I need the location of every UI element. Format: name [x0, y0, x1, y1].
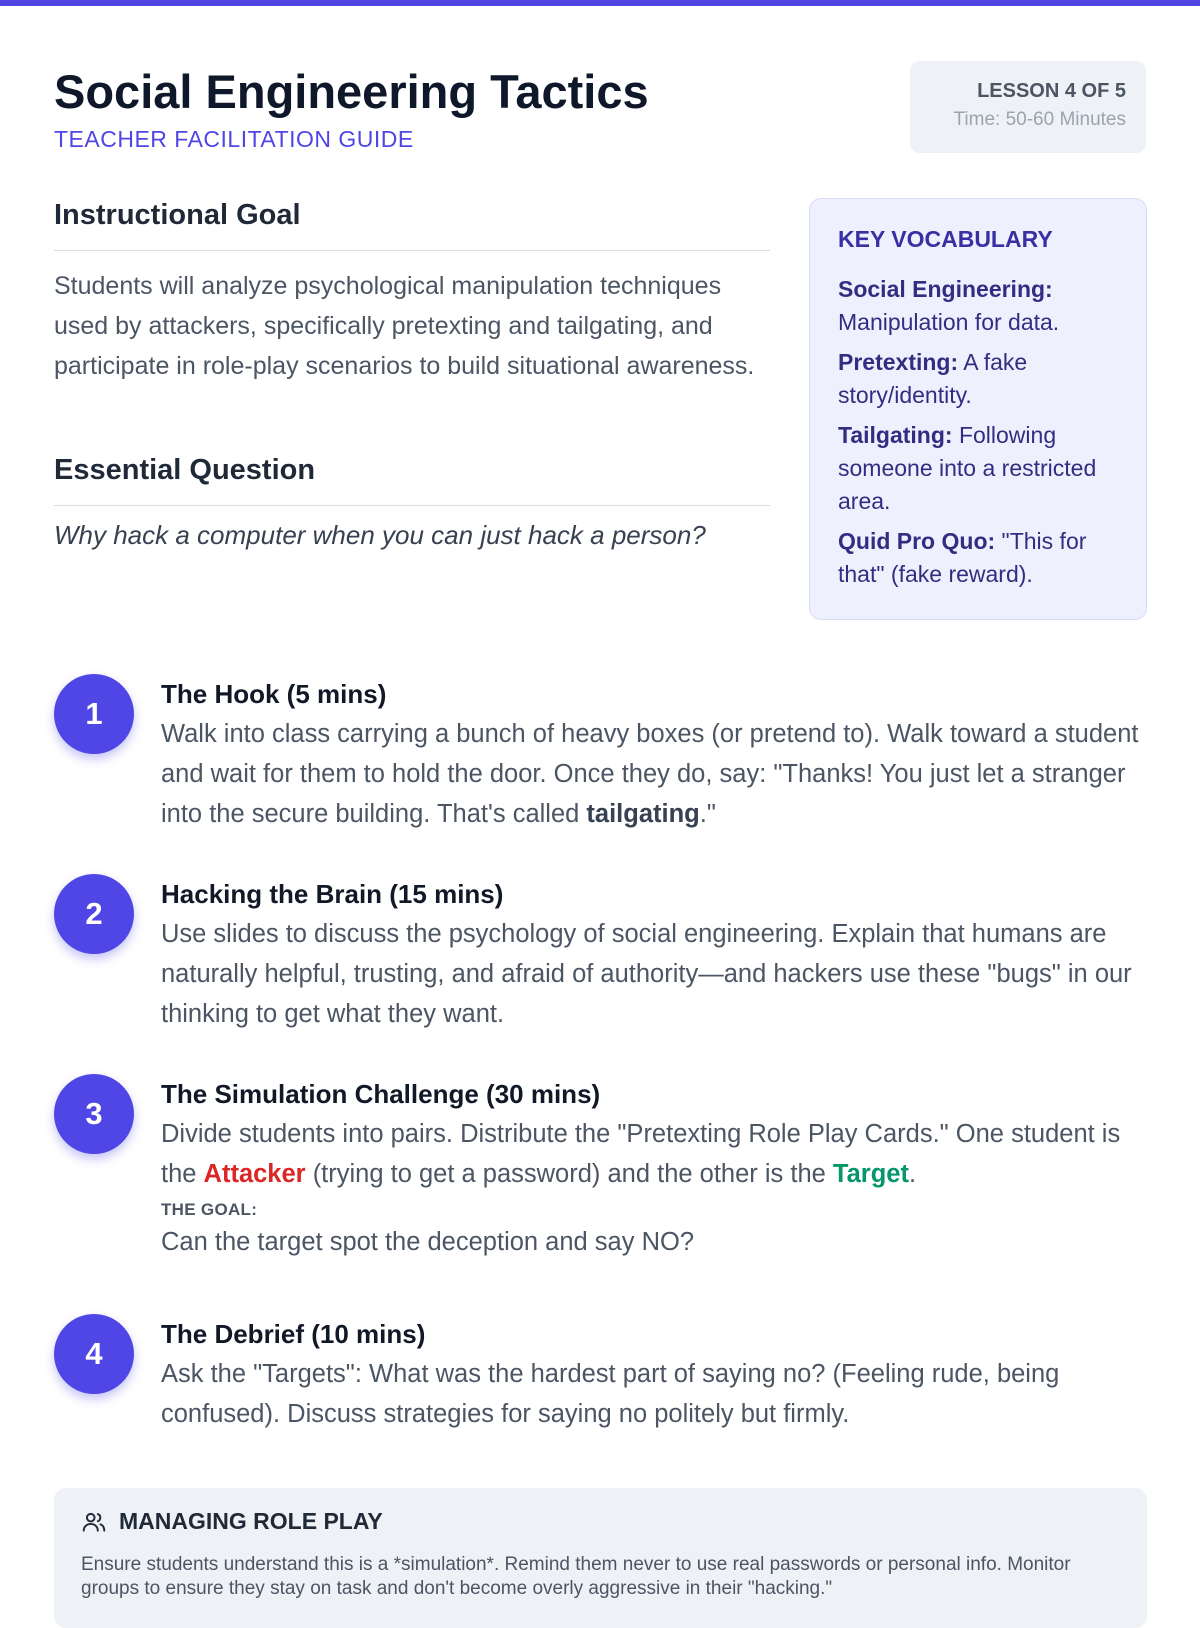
vocabulary-definition: Following someone into a restricted area. [838, 422, 1097, 514]
step-number-badge: 4 [54, 1314, 134, 1394]
page-subtitle: TEACHER FACILITATION GUIDE [54, 126, 414, 152]
instructional-goal-heading: Instructional Goal [54, 199, 770, 251]
page-title: Social Engineering Tactics [54, 65, 649, 118]
lesson-duration: Time: 50-60 Minutes [953, 109, 1126, 130]
step-text-segment: (trying to get a password) and the other is the [305, 1160, 833, 1188]
vocabulary-term: Tailgating: [838, 422, 953, 448]
step-emphasis: tailgating [586, 800, 700, 828]
managing-role-play-callout [54, 1488, 1147, 1628]
lesson-info-badge [910, 61, 1146, 153]
step-description: Use slides to discuss the psychology of social engineering. Explain that humans are naturally helpful, trusting, and afraid of authority—and hackers use these "bugs" in our thinking to get what they want. [161, 920, 1132, 1028]
attacker-role-label: Attacker [203, 1160, 306, 1188]
step-text-segment: Divide students into pairs. Distribute the "Pretexting Role Play Cards." One student is the [161, 1120, 1121, 1188]
key-vocabulary-panel [809, 198, 1147, 620]
callout-heading: MANAGING ROLE PLAY [119, 1508, 383, 1534]
top-accent-bar [0, 0, 1200, 6]
vocabulary-term: Quid Pro Quo: [838, 528, 996, 554]
step-title: The Simulation Challenge (30 mins) [161, 1079, 601, 1109]
essential-question-heading: Essential Question [54, 454, 770, 506]
target-role-label: Target [832, 1160, 909, 1188]
step-text-segment: . [908, 1160, 917, 1188]
step-description [161, 714, 1146, 834]
vocabulary-term: Pretexting: [838, 349, 959, 375]
step-title: Hacking the Brain (15 mins) [161, 879, 504, 909]
vocabulary-title: KEY VOCABULARY [838, 226, 1053, 252]
vocabulary-item [838, 419, 1126, 518]
vocabulary-item [838, 525, 1126, 591]
instructional-goal-text: Students will analyze psychological manipulation techniques used by attackers, specifically pretexting and tailgating, and participate in role-play scenarios to build situational awareness. [54, 272, 755, 380]
users-icon [81, 1509, 107, 1535]
step-number-badge: 2 [54, 874, 134, 954]
step-text-segment: Walk into class carrying a bunch of heavy boxes (or pretend to). Walk toward a student and wait for them to hold the door. Once they do, say: "Thanks! You just let a stranger into the secure building. That's called [161, 720, 1139, 828]
step-description: Ask the "Targets": What was the hardest part of saying no? (Feeling rude, being confused). Discuss strategies for saying no politely but firmly. [161, 1360, 1060, 1428]
step-4 [161, 1314, 1146, 1434]
goal-text: Can the target spot the deception and say NO? [161, 1228, 695, 1256]
vocabulary-definition: "This for that" (fake reward). [838, 528, 1087, 587]
step-text-segment: ." [699, 800, 716, 828]
vocabulary-item [838, 346, 1126, 412]
step-title: The Debrief (10 mins) [161, 1319, 426, 1349]
lesson-number: LESSON 4 OF 5 [977, 80, 1126, 102]
vocabulary-term: Social Engineering: [838, 276, 1053, 302]
vocabulary-item [838, 273, 1126, 339]
vocabulary-definition: Manipulation for data. [838, 309, 1060, 335]
goal-label: THE GOAL: [161, 1200, 258, 1219]
vocabulary-definition: A fake story/identity. [838, 349, 1028, 408]
essential-question-text: Why hack a computer when you can just hack a person? [54, 520, 706, 550]
step-3 [161, 1074, 1146, 1262]
step-number-badge: 1 [54, 674, 134, 754]
step-title: The Hook (5 mins) [161, 679, 387, 709]
step-description [161, 1114, 1146, 1194]
step-2 [161, 874, 1146, 1034]
callout-text: Ensure students understand this is a *simulation*. Remind them never to use real passwords or personal info. Monitor groups to ensure they stay on task and don't become overly aggressive in their "hacking." [81, 1554, 1071, 1599]
step-number-badge: 3 [54, 1074, 134, 1154]
step-1 [161, 674, 1146, 834]
